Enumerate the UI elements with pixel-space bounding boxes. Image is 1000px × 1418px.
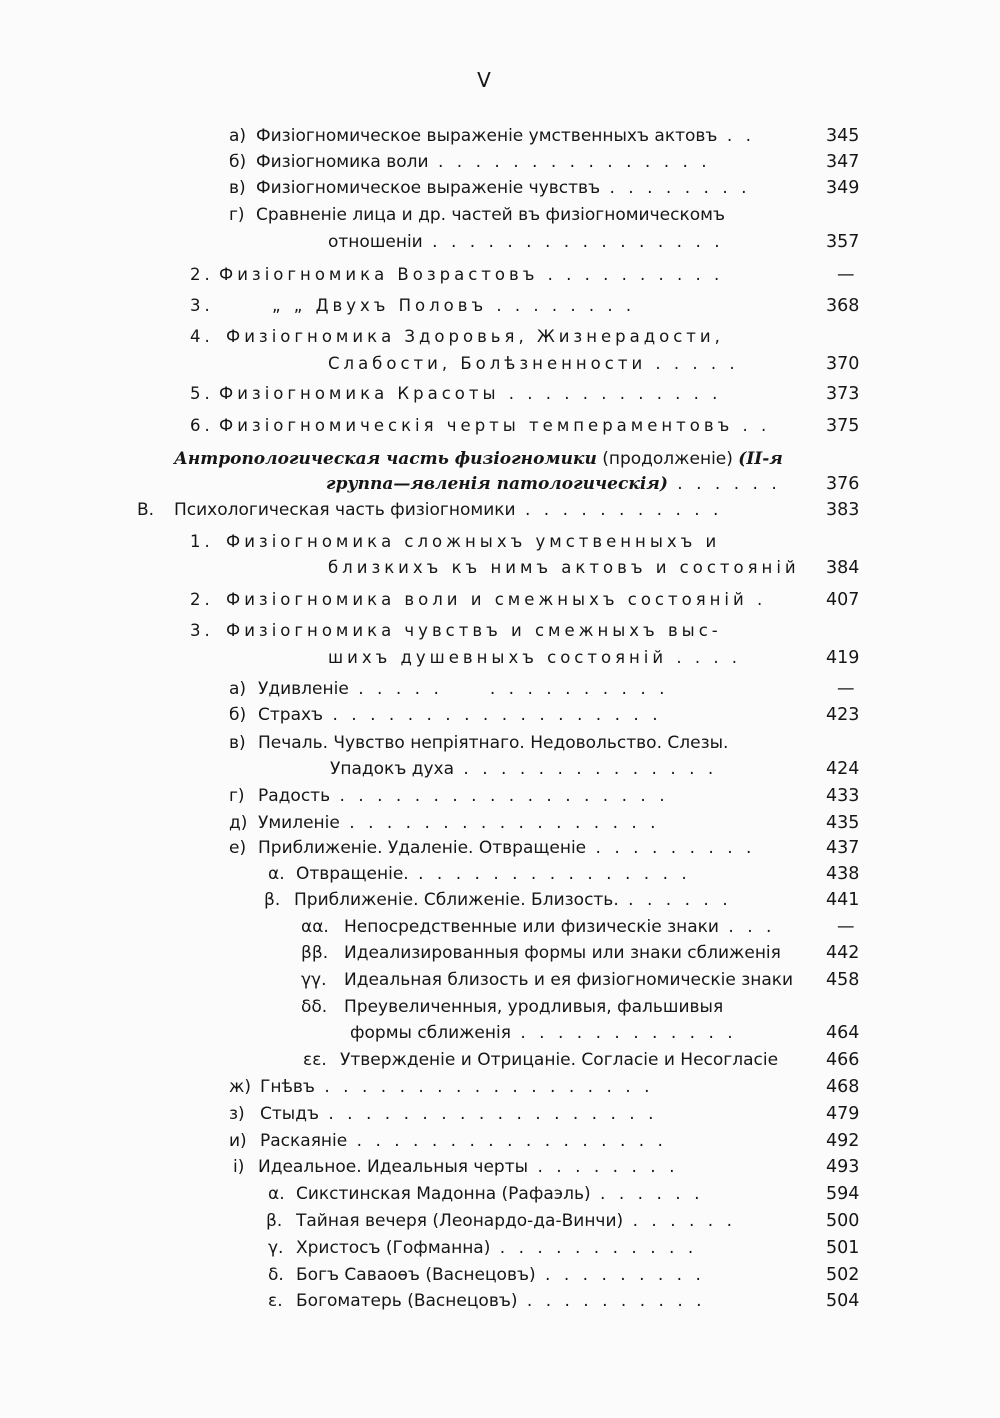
toc-marker: 1. — [190, 532, 214, 551]
toc-page-number: 594 — [826, 1184, 860, 1204]
toc-entry — [0, 123, 1000, 149]
toc-title — [344, 940, 781, 966]
dot-leader: . . . . . . . . . . . . . . . — [408, 864, 691, 884]
toc-title-text: Физiогномика Здоровья, Жизнерадости, — [226, 327, 724, 346]
toc-title-text: Физiогномика Возрастовъ — [219, 265, 539, 284]
toc-entry — [0, 1128, 1000, 1154]
toc-title-text: Утвержденiе и Отрицанiе. Согласiе и Несогласiе — [340, 1050, 779, 1070]
dot-leader: . . . . . . — [618, 890, 732, 910]
toc-entry — [0, 1208, 1000, 1234]
toc-page-number: 373 — [826, 384, 860, 404]
toc-title-text: Упадокъ духа — [330, 759, 455, 779]
toc-title-italic: Антропологическая часть физiогномики — [174, 449, 597, 469]
toc-title — [258, 730, 728, 756]
dot-leader: . . . . . . — [623, 1211, 737, 1231]
toc-title — [256, 149, 711, 175]
toc-marker: б) — [229, 705, 247, 725]
toc-entry — [0, 351, 1000, 377]
toc-title-text: Идеализированныя формы или знаки сближенiя — [344, 943, 781, 963]
toc-entry — [0, 497, 1000, 523]
toc-title — [296, 1262, 705, 1288]
toc-title — [226, 529, 720, 555]
toc-title — [260, 1128, 667, 1154]
toc-title — [328, 555, 800, 581]
toc-title — [226, 587, 766, 613]
dot-leader: . . . . . . . . . . . — [515, 500, 723, 520]
toc-title — [328, 229, 724, 255]
toc-title — [260, 1101, 658, 1127]
toc-marker: β. — [266, 1211, 283, 1231]
toc-page-number: 375 — [826, 416, 860, 436]
toc-title-text: Умиленiе — [258, 813, 340, 833]
toc-title-text: Богъ Саваоѳъ (Васнецовъ) — [296, 1265, 536, 1285]
toc-title-text: Физiогномическое выраженiе умственныхъ актовъ — [256, 126, 718, 146]
toc-page-number: 347 — [826, 152, 860, 172]
dot-leader: . . . . . . . . . . . . . . — [454, 759, 718, 779]
toc-entry — [0, 413, 1000, 439]
toc-entry — [0, 645, 1000, 671]
toc-marker: в) — [229, 178, 246, 198]
toc-entry — [0, 229, 1000, 255]
toc-entry — [0, 446, 1000, 472]
dot-leader: . . . . — [667, 648, 742, 667]
dot-leader: . . . . . . . . . . . . . . . — [428, 152, 711, 172]
toc-entry — [0, 262, 1000, 288]
toc-page-number: 423 — [826, 705, 860, 725]
toc-title-text: Стыдъ — [260, 1104, 319, 1124]
toc-entry — [0, 1101, 1000, 1127]
dot-leader: . . . . . . . . . . . . — [510, 1023, 737, 1043]
toc-title-text: Страхъ — [258, 705, 324, 725]
toc-marker: i) — [233, 1157, 245, 1177]
toc-title-text: Приближенiе. Удаленiе. Отвращенiе — [258, 838, 587, 858]
toc-marker: ε. — [268, 1291, 283, 1311]
toc-title-text: Слабости, Болѣзненности — [328, 354, 647, 373]
toc-title-text: Физiогномика чувствъ и смежныхъ выс- — [226, 621, 722, 640]
toc-page-number: 384 — [826, 558, 860, 578]
toc-entry — [0, 618, 1000, 644]
toc-title — [260, 1074, 653, 1100]
page-number: V — [477, 68, 491, 92]
toc-title — [219, 413, 770, 439]
toc-title — [344, 967, 793, 993]
toc-title — [296, 1208, 736, 1234]
dot-leader: . . . . . . . . . — [535, 1265, 705, 1285]
toc-marker: α. — [268, 864, 285, 884]
toc-title-italic: (II-я — [738, 449, 783, 469]
toc-page-number: 438 — [826, 864, 860, 884]
toc-page-number: 468 — [826, 1077, 860, 1097]
toc-title-text: Раскаянiе — [260, 1131, 348, 1151]
toc-title-text: Физiогномика воли — [256, 152, 429, 172]
toc-title — [256, 202, 725, 228]
toc-entry — [0, 810, 1000, 836]
toc-page-number: 504 — [826, 1291, 860, 1311]
toc-marker: αα. — [301, 917, 329, 937]
toc-page-number: 437 — [826, 838, 860, 858]
toc-title — [256, 123, 755, 149]
toc-title — [296, 1235, 697, 1261]
toc-marker: б) — [229, 152, 247, 172]
toc-title-text: отношенiи — [328, 232, 423, 252]
toc-title — [256, 175, 751, 201]
dot-leader: . . . — [718, 917, 776, 937]
toc-marker: γγ. — [301, 970, 327, 990]
toc-title-text: Гнѣвъ — [260, 1077, 315, 1097]
dot-leader: . — [747, 590, 767, 609]
toc-page-number: — — [837, 917, 855, 937]
dot-leader: . . . . . . . . . . . . . . . . . — [347, 1131, 667, 1151]
toc-title-text: Тайная вечеря (Леонардо-да-Винчи) — [296, 1211, 624, 1231]
toc-title-text: формы сближенiя — [350, 1023, 511, 1043]
toc-marker: 3. — [190, 296, 214, 315]
toc-title — [296, 861, 691, 887]
toc-title-text: Физiогномика сложныхъ умственныхъ и — [226, 532, 721, 551]
toc-marker: β. — [264, 890, 281, 910]
toc-title — [328, 645, 741, 671]
toc-title-text: Идеальное. Идеальныя черты — [258, 1157, 529, 1177]
toc-title-text: Сравненiе лица и др. частей въ физiогномическомъ — [256, 205, 725, 225]
toc-entry — [0, 783, 1000, 809]
dot-leader: . . . . . . . . — [528, 1157, 679, 1177]
toc-entry — [0, 175, 1000, 201]
dot-leader: . . . . . . — [590, 1184, 704, 1204]
toc-title — [326, 471, 781, 497]
toc-entry — [0, 730, 1000, 756]
toc-title — [258, 676, 669, 702]
toc-entry — [0, 835, 1000, 861]
toc-page-number: 502 — [826, 1265, 860, 1285]
toc-entry — [0, 1235, 1000, 1261]
toc-title-text: (продолженiе) — [596, 449, 739, 469]
dot-leader: . . . . . . . . . — [586, 838, 756, 858]
toc-title — [344, 994, 723, 1020]
toc-title — [330, 756, 717, 782]
toc-entry — [0, 994, 1000, 1020]
toc-marker: а) — [229, 126, 247, 146]
toc-marker: 2. — [190, 590, 214, 609]
toc-title — [226, 324, 724, 350]
toc-entry — [0, 967, 1000, 993]
toc-marker: γ. — [268, 1238, 284, 1258]
toc-title — [294, 887, 732, 913]
dot-leader: . . — [733, 416, 771, 435]
dot-leader: . . . . . . . . . . . . . . . . — [422, 232, 724, 252]
toc-marker: 2. — [190, 265, 214, 284]
toc-entry — [0, 914, 1000, 940]
toc-page-number: 501 — [826, 1238, 860, 1258]
toc-marker: 4. — [190, 327, 214, 346]
dot-leader: . . . . . . . . — [487, 296, 636, 315]
toc-title-text: Радость — [258, 786, 331, 806]
dot-leader: . . . . . . . . . . . . . . . . . . — [323, 705, 662, 725]
toc-marker: 5. — [190, 384, 214, 403]
dot-leader: . . . . . . . . . . . . . . . . . . — [318, 1104, 658, 1124]
dot-leader: . . . . . . . . . . . — [490, 1238, 698, 1258]
toc-marker: д) — [229, 813, 248, 833]
toc-entry — [0, 587, 1000, 613]
toc-page-number: 424 — [826, 759, 860, 779]
dot-leader: . . . . . . . . . . — [517, 1291, 706, 1311]
toc-entry — [0, 756, 1000, 782]
toc-marker: и) — [229, 1131, 247, 1151]
toc-page-number: 349 — [826, 178, 860, 198]
toc-title — [340, 1047, 778, 1073]
toc-title-text: Физiогномическое выраженiе чувствъ — [256, 178, 601, 198]
toc-entry — [0, 149, 1000, 175]
toc-marker: εε. — [303, 1050, 327, 1070]
toc-entry — [0, 381, 1000, 407]
toc-title — [258, 810, 660, 836]
toc-entry — [0, 555, 1000, 581]
toc-title — [174, 446, 783, 472]
toc-entry — [0, 202, 1000, 228]
toc-page-number: 357 — [826, 232, 860, 252]
toc-page-number: 442 — [826, 943, 860, 963]
toc-entry — [0, 676, 1000, 702]
toc-marker: α. — [268, 1184, 285, 1204]
toc-entry — [0, 293, 1000, 319]
toc-entry — [0, 1074, 1000, 1100]
toc-page-number: 466 — [826, 1050, 860, 1070]
toc-title-text: близкихъ къ нимъ актовъ и состоянiй — [328, 558, 800, 577]
toc-entry — [0, 1181, 1000, 1207]
toc-page-number: 492 — [826, 1131, 860, 1151]
toc-marker: В. — [137, 500, 155, 520]
toc-marker: з) — [229, 1104, 245, 1124]
toc-page-number: — — [837, 265, 855, 285]
toc-marker: δδ. — [301, 997, 328, 1017]
toc-page-number: 464 — [826, 1023, 860, 1043]
toc-page-number: 458 — [826, 970, 860, 990]
dot-leader: . . . . . . . . . . . . . . . . . — [339, 813, 660, 833]
toc-page-number: 345 — [826, 126, 860, 146]
toc-marker: г) — [229, 205, 245, 225]
toc-title — [226, 618, 722, 644]
toc-title-text: шихъ душевныхъ состоянiй — [328, 648, 668, 667]
toc-marker: ж) — [229, 1077, 251, 1097]
toc-page-number: — — [837, 679, 855, 699]
toc-title-text: Преувеличенныя, уродливыя, фальшивыя — [344, 997, 724, 1017]
toc-page-number: 407 — [826, 590, 860, 610]
toc-marker: ββ. — [301, 943, 329, 963]
toc-entry — [0, 887, 1000, 913]
dot-leader: . . . . . . . . — [600, 178, 751, 198]
toc-title — [258, 702, 662, 728]
toc-title-text: Физiогномическiя черты темпераментовъ — [219, 416, 734, 435]
toc-marker: 6. — [190, 416, 214, 435]
toc-entry — [0, 1020, 1000, 1046]
toc-title-text: „ „ Двухъ Половъ — [272, 296, 488, 315]
toc-marker: а) — [229, 679, 247, 699]
toc-entry — [0, 324, 1000, 350]
dot-leader: . . . . . . . . . . . . . . . . . . — [330, 786, 669, 806]
toc-title-text: Удивленiе — [258, 679, 349, 699]
toc-title — [219, 262, 723, 288]
toc-title-text: Идеальная близость и ея физiогномическiе знаки — [344, 970, 794, 990]
toc-page-number: 368 — [826, 296, 860, 316]
toc-page-number: 383 — [826, 500, 860, 520]
toc-marker: 3. — [190, 621, 214, 640]
toc-title — [296, 1288, 706, 1314]
dot-leader: . . . . . . . . . . — [538, 265, 724, 284]
toc-title-text: Отвращенiе. — [296, 864, 409, 884]
toc-title-text: Приближенiе. Сближенiе. Близость. — [294, 890, 619, 910]
toc-title-text: Христосъ (Гофманна) — [296, 1238, 491, 1258]
toc-page-number: 370 — [826, 354, 860, 374]
toc-entry — [0, 529, 1000, 555]
toc-marker: в) — [229, 733, 246, 753]
toc-page-number: 419 — [826, 648, 860, 668]
toc-page-number: 500 — [826, 1211, 860, 1231]
toc-entry — [0, 1047, 1000, 1073]
toc-title-text: Богоматерь (Васнецовъ) — [296, 1291, 518, 1311]
dot-leader: . . . . . . . . . . . . . . . — [348, 679, 669, 699]
toc-page-number: 441 — [826, 890, 860, 910]
toc-page-number: 376 — [826, 474, 860, 494]
toc-title — [328, 351, 739, 377]
dot-leader: . . . . . — [646, 354, 739, 373]
toc-title-text: Сикстинская Мадонна (Рафаэль) — [296, 1184, 591, 1204]
toc-entry — [0, 1288, 1000, 1314]
toc-page-number: 479 — [826, 1104, 860, 1124]
toc-title — [258, 835, 755, 861]
toc-entry — [0, 940, 1000, 966]
toc-title — [344, 914, 775, 940]
toc-title — [272, 293, 635, 319]
toc-title-text: Физiогномика Красоты — [219, 384, 500, 403]
toc-entry — [0, 702, 1000, 728]
toc-title — [350, 1020, 737, 1046]
toc-title — [258, 783, 669, 809]
toc-entry — [0, 861, 1000, 887]
toc-page-number: 435 — [826, 813, 860, 833]
toc-title-italic: группа—явленiя патологическiя) — [326, 474, 668, 494]
toc-entry — [0, 1262, 1000, 1288]
toc-title — [296, 1181, 704, 1207]
dot-leader: . . . . . . . . . . . . — [499, 384, 722, 403]
toc-entry — [0, 471, 1000, 497]
toc-title — [258, 1154, 679, 1180]
toc-page-number: 493 — [826, 1157, 860, 1177]
toc-title — [174, 497, 722, 523]
toc-marker: г) — [229, 786, 245, 806]
dot-leader: . . . . . . . . . . . . . . . . . . — [314, 1077, 654, 1097]
toc-marker: δ. — [268, 1265, 284, 1285]
toc-marker: е) — [229, 838, 247, 858]
toc-title-text: Психологическая часть физiогномики — [174, 500, 516, 520]
toc-entry — [0, 1154, 1000, 1180]
dot-leader: . . — [717, 126, 756, 146]
toc-page-number: 433 — [826, 786, 860, 806]
toc-title-text: Печаль. Чувство непрiятнаго. Недовольство. Слезы. — [258, 733, 729, 753]
toc-title — [219, 381, 721, 407]
dot-leader: . . . . . . — [667, 474, 781, 494]
toc-title-text: Физiогномика воли и смежныхъ состоянiй — [226, 590, 748, 609]
toc-title-text: Непосредственные или физическiе знаки — [344, 917, 719, 937]
